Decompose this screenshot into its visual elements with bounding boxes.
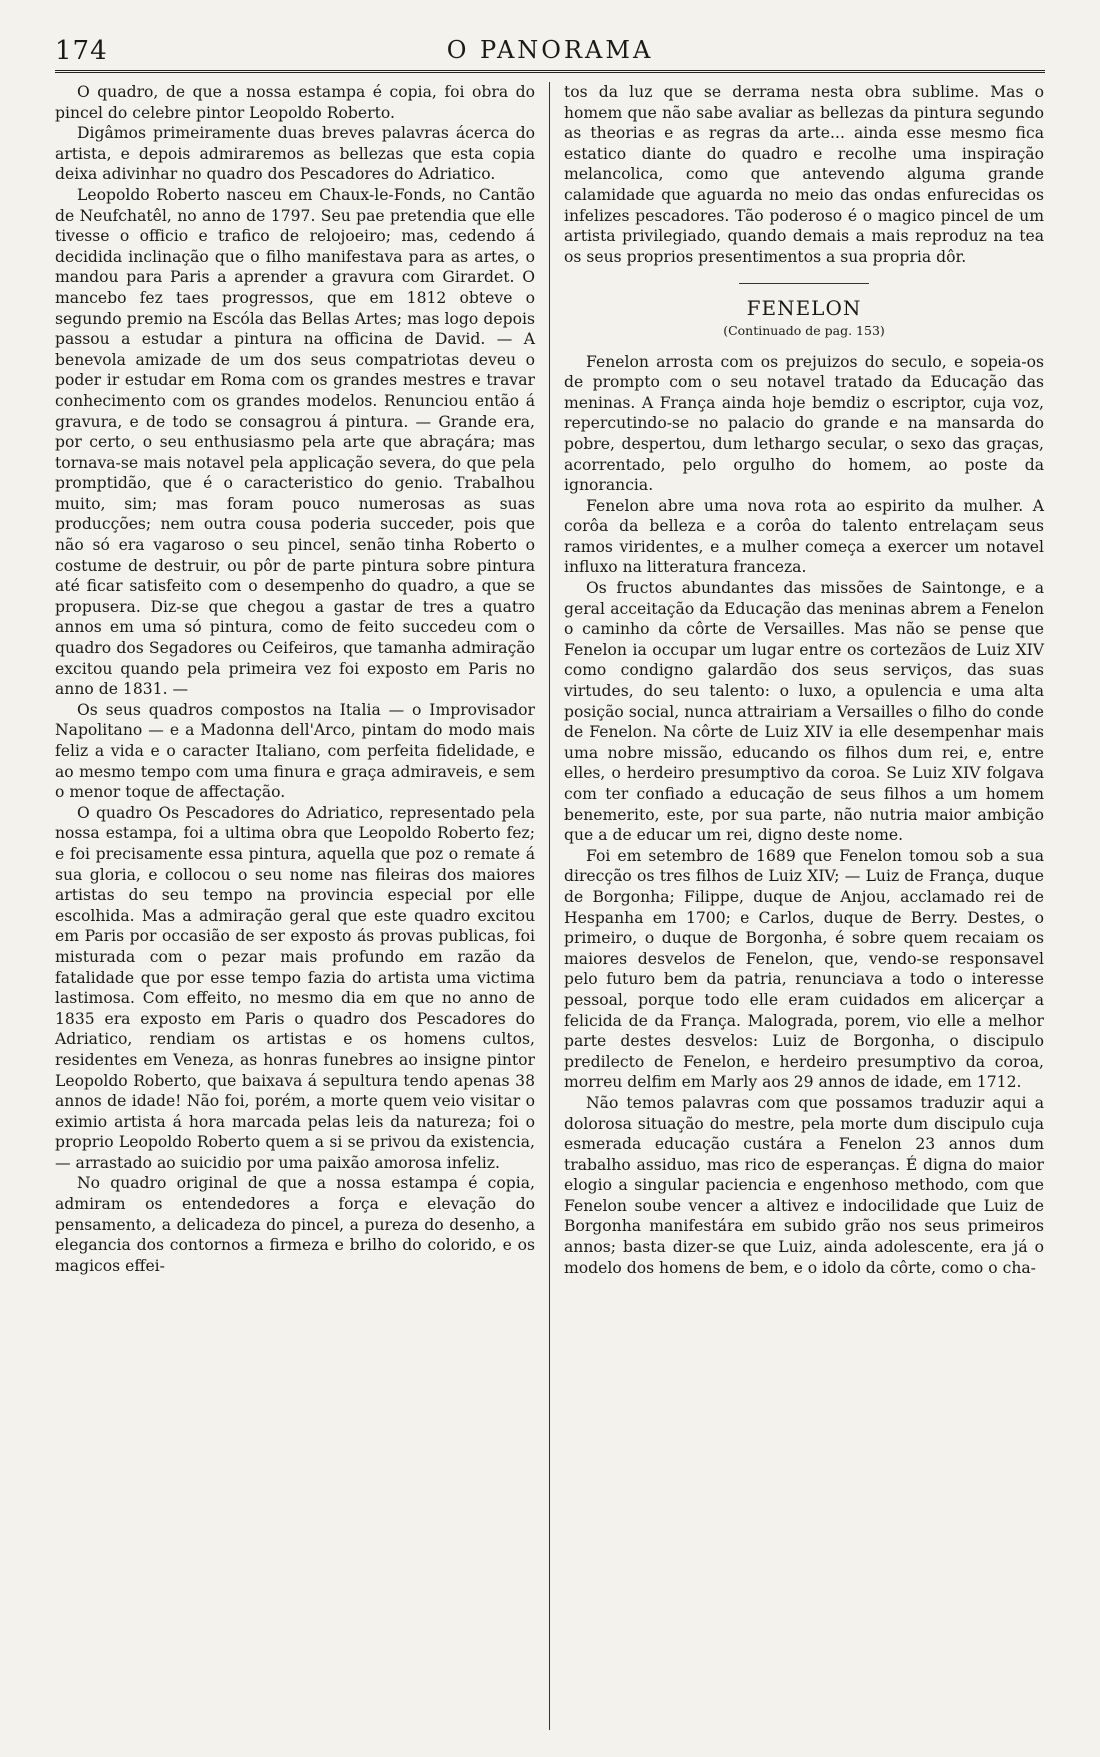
- section-separator: [739, 283, 869, 284]
- paragraph: O quadro Os Pescadores do Adriatico, representado pela nossa estampa, foi a ultima obra que Leopoldo Roberto fez; e foi precisamente essa pintura, aquella que poz o remate á sua gloria, e collocou o seu nome nas fileiras dos maiores artistas do seu tempo na provincia especial por elle escolhida. Mas a admiração geral que este quadro excitou em Paris por occasião de ser exposto ás provas publicas, foi misturada com o pezar mais profundo em razão da fatalidade que por esse tempo fazia do artista uma victima lastimosa. Com effeito, no mesmo dia em que no anno de 1835 era exposto em Paris o quadro dos Pescadores do Adriatico, rendiam os artistas e os homens cultos, residentes em Veneza, as honras funebres ao insigne pintor Leopoldo Roberto, que baixava á sepultura tendo apenas 38 annos de idade! Não foi, porém, a morte quem veio visitar o eximio artista á hora marcada pelas leis da natureza; foi o proprio Leopoldo Roberto quem a si se privou da existencia, — arrastado ao suicidio por uma paixão amorosa infeliz.: [55, 803, 535, 1172]
- column-divider: [549, 82, 550, 1730]
- paragraph: Não temos palavras com que possamos traduzir aqui a dolorosa situação do mestre, pela morte dum discipulo cuja esmerada educação custára a Fenelon 23 annos dum trabalho assiduo, mas rico de esperanças. É digna do maior elogio a singular paciencia e engenhoso methodo, com que Fenelon soube vencer a altivez e indocilidade que Luiz de Borgonha manifestára em subido grão nos seus primeiros annos; basta dizer-se que Luiz, ainda adolescente, era já o modelo dos homens de bem, e o idolo da côrte, como o cha-: [564, 1093, 1044, 1277]
- paragraph: O quadro, de que a nossa estampa é copia, foi obra do pincel do celebre pintor Leopoldo Roberto.: [55, 83, 535, 122]
- text-columns: [55, 82, 1045, 1730]
- paragraph: Foi em setembro de 1689 que Fenelon tomou sob a sua direcção os tres filhos de Luiz XIV; — Luiz de França, duque de Borgonha; Filippe, duque de Anjou, acclamado rei de Hespanha em 1700; e Carlos, duque de Berry. Destes, o primeiro, o duque de Borgonha, é sobre quem recaiam os maiores desvelos de Fenelon, que, vendo-se responsavel pelo futuro bem da patria, renunciava a todo o interesse pessoal, porque todo elle eram cuidados em alicerçar a felicida de da França. Malograda, porem, vio elle a melhor parte destes desvelos: Luiz de Borgonha, o discipulo predilecto de Fenelon, e herdeiro presumptivo da coroa, morreu delfim em Marly aos 29 annos de idade, em 1712.: [564, 846, 1044, 1092]
- paragraph: Digâmos primeiramente duas breves palavras ácerca do artista, e depois admiraremos as bellezas que esta copia deixa adivinhar no quadro dos Pescadores do Adriatico.: [55, 124, 535, 184]
- right-column: [564, 82, 1044, 1730]
- header-rule: [55, 70, 1045, 73]
- newspaper-page: [55, 30, 1045, 1730]
- paragraph: Leopoldo Roberto nasceu em Chaux-le-Fonds, no Cantão de Neufchatêl, no anno de 1797. Seu pae pretendia que elle tivesse o officio e trafico de relojoeiro; mas, cedendo á decidida inclinação que o filho manifestava para as artes, o mandou para Paris a aprender a gravura com Girardet. O mancebo fez taes progressos, que em 1812 obteve o segundo premio na Escóla das Bellas Artes; mas logo depois passou a estudar a pintura na officina de David. — A benevola amizade de um dos seus compatriotas deveu o poder ir estudar em Roma com os grandes mestres e travar conhecimento com os grandes modelos. Renunciou então á gravura, e de todo se consagrou á pintura. — Grande era, por certo, o seu enthusiasmo pela arte que abraçára; mas tornava-se mais notavel pela applicação severa, do que pela promptidão, que é o caracteristico do genio. Trabalhou muito, sim; mas foram pouco numerosas as suas producções; nem outra cousa poderia succeder, pois que não só era vagaroso o seu pincel, senão tinha Roberto o costume de destruir, ou pôr de parte pintura sobre pintura até ficar satisfeito com o desempenho do quadro, a que se propusera. Diz-se que chegou a gastar de tres a quatro annos em uma só pintura, como de feito succedeu com o quadro dos Segadores ou Ceifeiros, que tamanha admiração excitou quando pela primeira vez foi exposto em Paris no anno de 1831. —: [55, 185, 535, 699]
- paragraph: Fenelon arrosta com os prejuizos do seculo, e sopeia-os de prompto com o seu notavel tratado da Educação das meninas. A França ainda hoje bemdiz o escriptor, cuja voz, repercutindo-se no palacio do grande e na mansarda do pobre, despertou, dum lethargo secular, o sexo das graças, acorrentado, pelo orgulho do homem, ao poste da ignorancia.: [564, 352, 1044, 495]
- paragraph: Fenelon abre uma nova rota ao espirito da mulher. A corôa da belleza e a corôa do talento entrelaçam seus ramos viridentes, e a mulher começa a exercer um notavel influxo na litteratura franceza.: [564, 496, 1044, 577]
- left-column: [55, 82, 535, 1730]
- paragraph: No quadro original de que a nossa estampa é copia, admiram os entendedores a força e elevação do pensamento, a delicadeza do pincel, a pureza do desenho, a elegancia dos contornos a firmeza e brilho do colorido, e os magicos effei-: [55, 1174, 535, 1275]
- section-title: FENELON: [746, 296, 862, 321]
- paragraph: Os fructos abundantes das missões de Saintonge, e a geral acceitação da Educação das meninas abrem a Fenelon o caminho da côrte de Versailles. Mas não se pense que Fenelon ia occupar um lugar entre os cortezãos de Luiz XIV como condigno galardão dos seus serviços, das suas virtudes, do seu talento: o luxo, a opulencia e uma alta posição social, nunca attrairiam a Versailles o filho do conde de Fenelon. Na côrte de Luiz XIV ia elle desempenhar mais uma nobre missão, educando os filhos dum rei, e, entre elles, o herdeiro presumptivo da coroa. Se Luiz XIV folgava com ter confiado a educação de seus filhos a um homem benemerito, este, por sua parte, não nutria maior ambição que a de educar um rei, digno deste nome.: [564, 579, 1044, 845]
- page-number: 174: [55, 36, 108, 66]
- continuation-paragraph: tos da luz que se derrama nesta obra sublime. Mas o homem que não sabe avaliar as bellezas da pintura segundo as theorias e as regras da arte... ainda esse mesmo fica estatico diante do quadro e recolhe uma inspiração melancolica, como que antevendo alguma grande calamidade que aguarda no meio das ondas enfurecidas os infelizes pescadores. Tão poderoso é o magico pincel de um artista privilegiado, quando demais a mais reproduz na tea os seus proprios presentimentos a sua propria dôr.: [564, 83, 1044, 266]
- running-title: O PANORAMA: [446, 36, 654, 64]
- page-header: [55, 30, 1045, 74]
- paragraph: Os seus quadros compostos na Italia — o Improvisador Napolitano — e a Madonna dell'Arco, pintam do modo mais feliz a vida e o caracter Italiano, com perfeita fidelidade, e ao mesmo tempo com uma finura e graça admiraveis, e sem o menor toque de affectação.: [55, 700, 535, 802]
- section-subtitle: (Continuado de pag. 153): [723, 322, 885, 338]
